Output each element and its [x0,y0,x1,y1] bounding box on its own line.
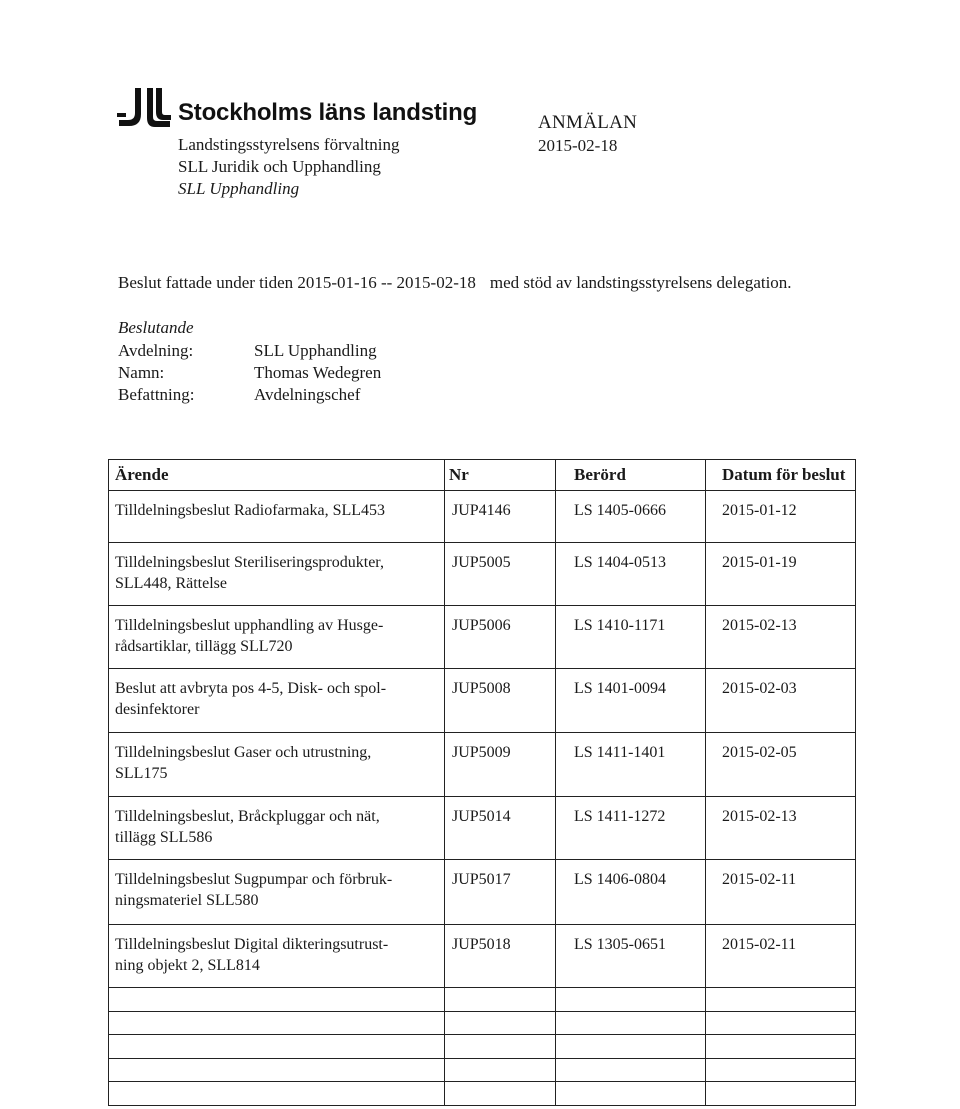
arende-text: Tilldelningsbeslut Gaser och utrustning, [115,744,372,762]
datum-cell: 2015-02-13 [706,796,856,859]
arende-cell [109,543,445,605]
datum-cell: 2015-02-11 [706,924,856,987]
empty-cell [706,988,856,1012]
table-row [109,491,856,543]
empty-cell [109,1035,445,1059]
empty-cell [706,1082,856,1106]
empty-cell [556,1011,706,1035]
datum-cell: 2015-02-05 [706,733,856,796]
empty-cell [109,1058,445,1082]
arende-text: ning objekt 2, SLL814 [115,956,260,974]
empty-cell [445,1035,556,1059]
column-header-nr: Nr [445,460,556,491]
arende-cell [109,733,445,796]
empty-cell [706,1035,856,1059]
field-value: SLL Upphandling [254,341,377,360]
arende-cell [109,796,445,859]
decider-row [118,340,381,362]
datum-cell: 2015-02-03 [706,669,856,733]
empty-table-row [109,1035,856,1059]
empty-cell [706,1058,856,1082]
table-row [109,605,856,668]
empty-cell [445,1082,556,1106]
berord-cell: LS 1410-1171 [556,605,706,668]
empty-table-row [109,988,856,1012]
empty-cell [556,1035,706,1059]
empty-cell [556,988,706,1012]
table-header-row [109,460,856,491]
arende-text: Tilldelningsbeslut, Bråckpluggar och nät, [115,807,380,825]
empty-cell [445,1058,556,1082]
field-value: Avdelningschef [254,385,361,404]
empty-cell [706,1011,856,1035]
nr-cell: JUP5009 [445,733,556,796]
berord-cell: LS 1405-0666 [556,491,706,543]
table-row [109,543,856,605]
field-label: Avdelning: [118,341,194,360]
department-line: SLL Upphandling [178,179,300,198]
arende-text: Beslut att avbryta pos 4-5, Disk- och spol- [115,680,387,698]
arende-text: desinfektorer [115,701,200,719]
empty-cell [556,1058,706,1082]
berord-cell: LS 1411-1401 [556,733,706,796]
arende-text: SLL448, Rättelse [115,575,227,593]
organization-name: Stockholms läns landsting [178,99,478,126]
berord-cell: LS 1305-0651 [556,924,706,987]
nr-cell: JUP4146 [445,491,556,543]
department-block [178,134,399,200]
intro-text [118,273,792,293]
empty-cell [445,988,556,1012]
arende-cell [109,669,445,733]
nr-cell: JUP5006 [445,605,556,668]
intro-period: Beslut fattade under tiden 2015-01-16 -- 2015-02-18 [118,273,476,292]
table-row [109,860,856,924]
nr-cell: JUP5005 [445,543,556,605]
decider-row [118,384,381,406]
arende-text: Tilldelningsbeslut Digital dikteringsutrust- [115,935,389,953]
arende-text: SLL175 [115,765,168,783]
empty-cell [109,988,445,1012]
arende-text: Tilldelningsbeslut Sugpumpar och förbruk- [115,871,393,889]
berord-cell: LS 1406-0804 [556,860,706,924]
column-header-arende: Ärende [109,460,445,491]
arende-cell [109,605,445,668]
department-line: Landstingsstyrelsens förvaltning [178,135,400,154]
datum-cell: 2015-01-12 [706,491,856,543]
empty-table-row [109,1082,856,1106]
document-date: 2015-02-18 [538,136,618,155]
nr-cell: JUP5018 [445,924,556,987]
sll-logo-icon [117,86,171,128]
arende-text: Tilldelningsbeslut upphandling av Husge- [115,616,384,634]
datum-cell: 2015-02-11 [706,860,856,924]
arende-cell [109,860,445,924]
field-label: Namn: [118,363,165,382]
intro-delegation: med stöd av landstingsstyrelsens delegation. [489,273,792,292]
datum-cell: 2015-02-13 [706,605,856,668]
table-row [109,733,856,796]
empty-cell [445,1011,556,1035]
table-row [109,796,856,859]
arende-text: Tilldelningsbeslut Steriliseringsprodukter, [115,554,384,572]
berord-cell: LS 1411-1272 [556,796,706,859]
decider-heading: Beslutande [118,318,194,337]
column-header-berord: Berörd [556,460,706,491]
arende-cell [109,491,445,543]
berord-cell: LS 1404-0513 [556,543,706,605]
table-row [109,924,856,987]
berord-cell: LS 1401-0094 [556,669,706,733]
arende-text: Tilldelningsbeslut Radiofarmaka, SLL453 [115,502,386,519]
empty-cell [109,1082,445,1106]
empty-cell [109,1011,445,1035]
decider-block [118,340,381,406]
column-header-datum: Datum för beslut [706,460,856,491]
datum-cell: 2015-01-19 [706,543,856,605]
arende-text: rådsartiklar, tillägg SLL720 [115,637,293,655]
arende-text: ningsmateriel SLL580 [115,892,259,910]
department-line: SLL Juridik och Upphandling [178,157,381,176]
decisions-table [108,459,856,1106]
nr-cell: JUP5008 [445,669,556,733]
field-value: Thomas Wedegren [254,363,382,382]
arende-text: tillägg SLL586 [115,828,213,846]
decider-row [118,362,381,384]
nr-cell: JUP5014 [445,796,556,859]
empty-table-row [109,1058,856,1082]
arende-cell [109,924,445,987]
empty-cell [556,1082,706,1106]
table-row [109,669,856,733]
field-label: Befattning: [118,385,195,404]
document-type: ANMÄLAN [538,112,638,133]
empty-table-row [109,1011,856,1035]
nr-cell: JUP5017 [445,860,556,924]
